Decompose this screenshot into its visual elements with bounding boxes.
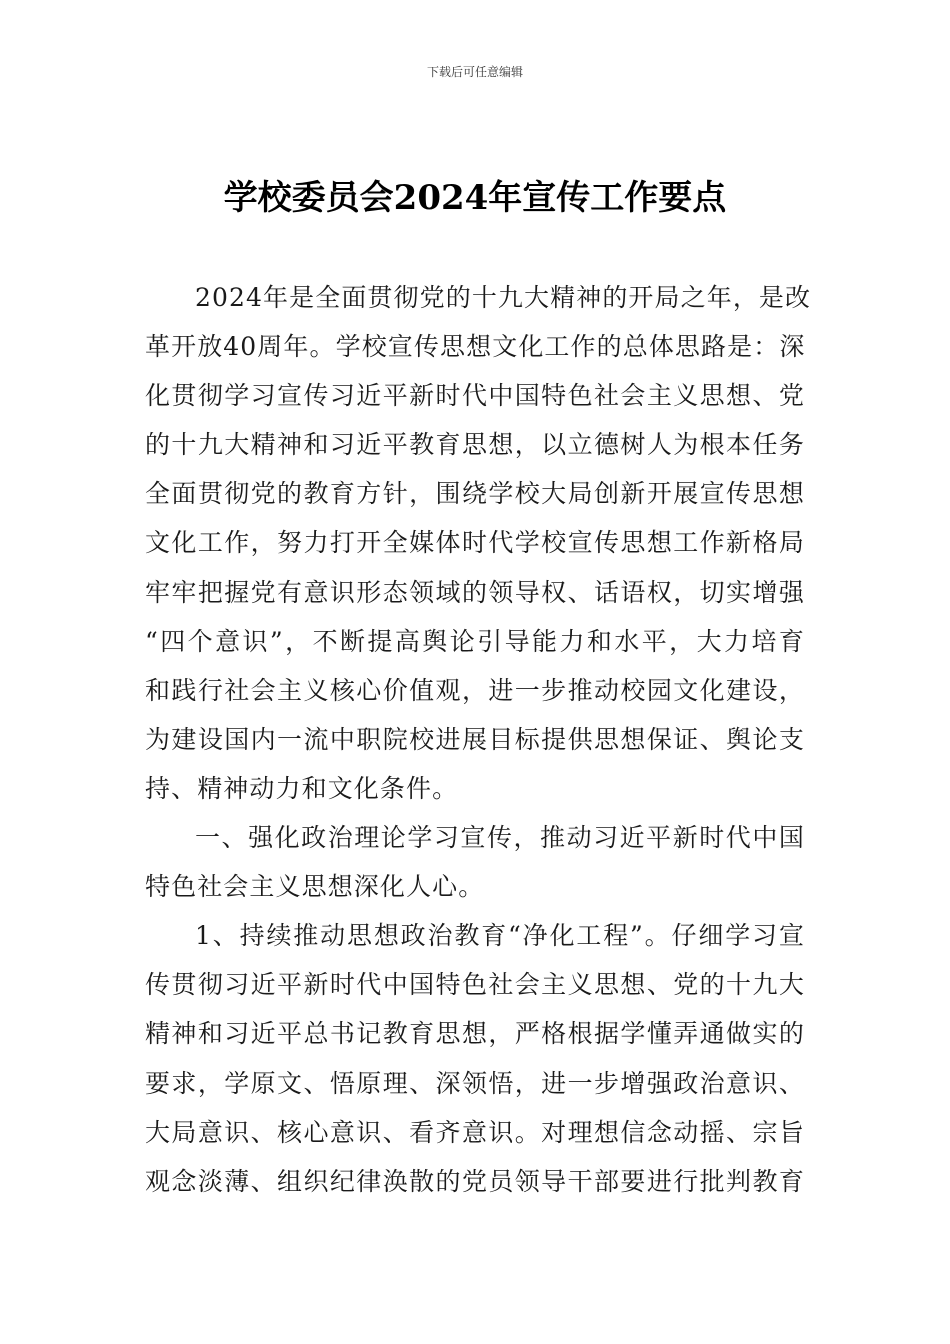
paragraph-line: “四个意识”，不断提高舆论引导能力和水平，大力培育 xyxy=(145,626,805,656)
paragraph-line: 和践行社会主义核心价值观，进一步推动校园文化建设， xyxy=(145,675,805,705)
paragraph-line: 观念淡薄、组织纪律涣散的党员领导干部要进行批判教育 xyxy=(145,1166,805,1196)
document-title: 学校委员会2024年宣传工作要点 xyxy=(223,178,727,218)
paragraph-line: 化贯彻学习宣传习近平新时代中国特色社会主义思想、党 xyxy=(145,381,805,411)
paragraph-line: 大局意识、核心意识、看齐意识。对理想信念动摇、宗旨 xyxy=(145,1117,805,1147)
paragraph-line: 革开放40周年。学校宣传思想文化工作的总体思路是：深 xyxy=(145,332,806,362)
paragraph-line: 牢牢把握党有意识形态领域的领导权、话语权，切实增强 xyxy=(145,577,805,607)
paragraph-line: 1、持续推动思想政治教育“净化工程”。仔细学习宣 xyxy=(195,921,805,951)
page-header-note: 下载后可任意编辑 xyxy=(426,65,523,79)
paragraph-line: 文化工作，努力打开全媒体时代学校宣传思想工作新格局 xyxy=(145,528,805,558)
section-heading-line: 一、强化政治理论学习宣传，推动习近平新时代中国 xyxy=(195,823,805,853)
section-heading-line: 特色社会主义思想深化人心。 xyxy=(145,872,485,902)
paragraph-line: 精神和习近平总书记教育思想，严格根据学懂弄通做实的 xyxy=(145,1019,805,1049)
paragraph-line: 为建设国内一流中职院校进展目标提供思想保证、舆论支 xyxy=(145,724,805,754)
paragraph-line: 全面贯彻党的教育方针，围绕学校大局创新开展宣传思想 xyxy=(145,479,805,509)
paragraph-line: 要求，学原文、悟原理、深领悟，进一步增强政治意识、 xyxy=(145,1068,805,1098)
paragraph-line: 2024年是全面贯彻党的十九大精神的开局之年，是改 xyxy=(195,283,812,312)
document-body xyxy=(145,273,812,1206)
paragraph-line: 持、精神动力和文化条件。 xyxy=(145,773,459,803)
paragraph-line: 的十九大精神和习近平教育思想，以立德树人为根本任务 xyxy=(145,430,805,460)
paragraph-line: 传贯彻习近平新时代中国特色社会主义思想、党的十九大 xyxy=(145,970,805,1000)
